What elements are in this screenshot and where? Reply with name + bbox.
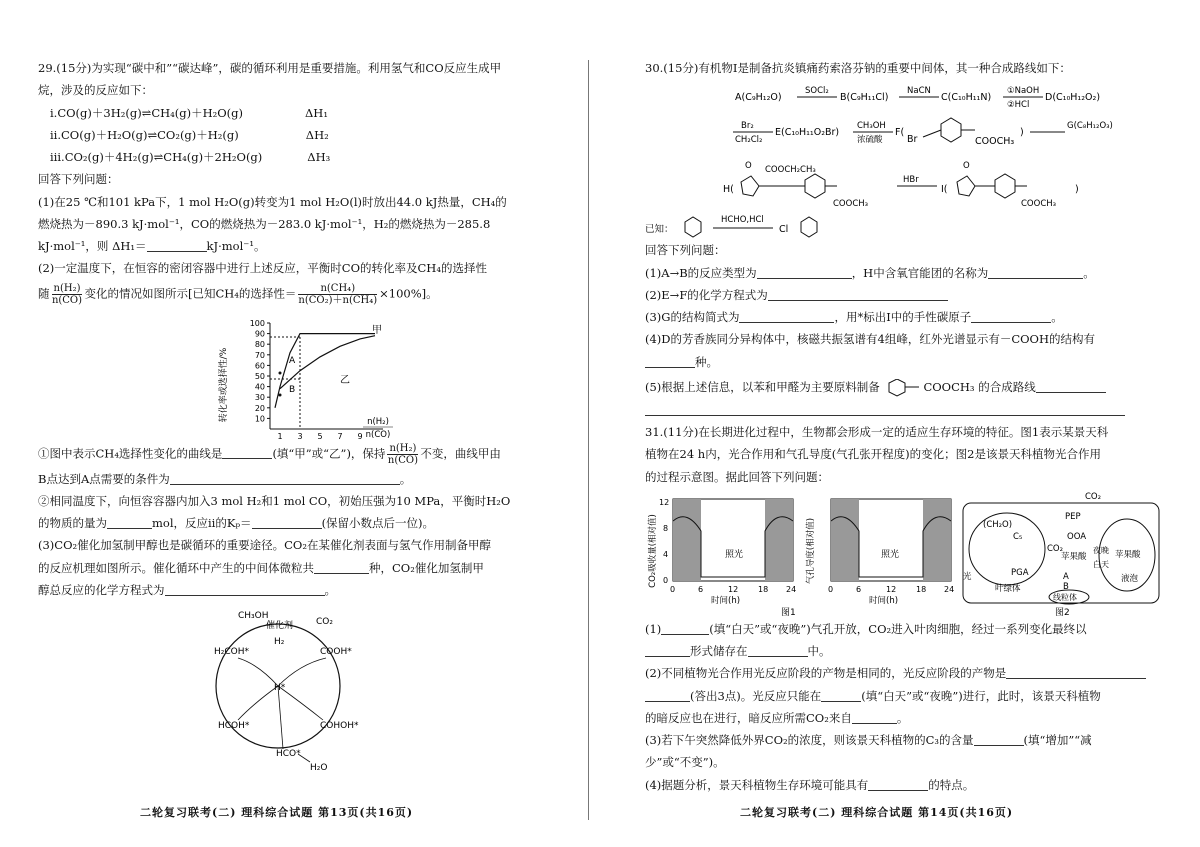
fig2-caption: 图2 xyxy=(1055,607,1070,618)
q31-2-line2: (答出3点)。光反应只能在 (填“白天”或“夜晚”)进行，此时，该景天科植物 xyxy=(645,688,1160,705)
h2o-label: H₂O xyxy=(310,763,328,773)
hco-label: HCO* xyxy=(276,749,301,759)
answer-blank[interactable] xyxy=(170,472,400,485)
q31-1-line2: 形式储存在 中。 xyxy=(645,643,1160,660)
answer-blank[interactable] xyxy=(739,310,834,323)
q29-2-1-line2: B点达到A点需要的条件为 。 xyxy=(38,471,412,486)
fig2-pep: PEP xyxy=(1065,511,1081,522)
answer-blank[interactable] xyxy=(757,266,852,279)
svg-text:0: 0 xyxy=(670,584,676,594)
y-tick-label: 80 xyxy=(254,339,265,349)
fig2-light: 光 xyxy=(963,571,972,582)
fig2-pga: PGA xyxy=(1011,567,1029,578)
q29-1-line3: kJ·mol⁻¹，则 ΔH₁＝ kJ·mol⁻¹。 xyxy=(38,239,266,253)
graph-y-ticks xyxy=(250,319,270,423)
ketone-o: O xyxy=(745,161,752,172)
q30-4-line1: (4)D的芳香族同分异构体中，核磁共振氢谱有4组峰，红外光谱显示有－COOH的结构有 xyxy=(645,332,1096,347)
svg-text:6: 6 xyxy=(698,584,704,594)
x-tick-label: 7 xyxy=(337,431,343,441)
footer-left: 二轮复习联考(二) 理科综合试题 第13页(共16页) xyxy=(140,806,414,819)
q29-3-line2: 的反应机理如图所示。催化循环中产生的中间体微粒共 种，CO₂催化加氢制甲 xyxy=(38,560,484,575)
fig2-chloroplast: 叶绿体 xyxy=(995,583,1021,594)
fig1-yticks-1 xyxy=(659,498,669,585)
q29-2-2-line1: ②相同温度下，向恒容容器内加入3 mol H₂和1 mol CO，初始压强为10 MPa，平衡时H₂O xyxy=(38,493,511,508)
h-ester: COOCH₂CH₃ xyxy=(765,165,816,176)
cyclopentanone-ring xyxy=(957,176,975,196)
q31-3-line1: (3)若下午突然降低外界CO₂的浓度，则该景天科植物的C₃的含量 (填“增加”“减 xyxy=(645,733,1092,747)
q31-intro-2: 植物在24 h内，光合作用和气孔导度(气孔张开程度)的变化；图2是该景天科植物光合作用 xyxy=(645,447,1101,462)
fig2-ch2o: (CH₂O) xyxy=(983,519,1013,530)
answer-blank[interactable] xyxy=(645,403,1125,416)
y-tick-label: 90 xyxy=(254,329,265,339)
q30-answer-prompt: 回答下列问题： xyxy=(645,243,726,258)
fig2-day: 白天 xyxy=(1093,559,1109,569)
dark-region xyxy=(765,499,793,581)
fig1-light-label-2: 照光 xyxy=(881,549,900,560)
y-tick-label: 20 xyxy=(254,403,265,413)
benzene-ring xyxy=(801,217,817,237)
svg-text:4: 4 xyxy=(663,549,669,559)
x-tick-label: 3 xyxy=(297,431,303,441)
fig2-b: B xyxy=(1063,581,1069,592)
y-tick-label: 100 xyxy=(249,318,265,328)
fig2 xyxy=(963,492,1159,618)
fig2-c5: C₅ xyxy=(1013,531,1023,542)
benzene-ring xyxy=(805,174,825,198)
hstar-label: H* xyxy=(274,683,286,693)
point-b-label: B xyxy=(289,384,296,395)
svg-text:18: 18 xyxy=(758,584,769,594)
biology-figures xyxy=(645,491,1165,621)
answer-blank[interactable] xyxy=(971,310,1051,323)
reagent-ch2cl2: CH₂Cl₂ xyxy=(735,135,763,146)
q29-2-line1: (2)一定温度下，在恒容的密闭容器中进行上述反应，平衡时CO的转化率及CH₄的选择性 xyxy=(38,261,487,276)
answer-blank[interactable] xyxy=(107,516,152,529)
benzene-ring xyxy=(941,118,961,142)
left-page xyxy=(0,0,590,847)
y-tick-label: 50 xyxy=(254,371,265,381)
q31-intro-3: 的过程示意图。据此回答下列问题： xyxy=(645,469,829,484)
reagent-h2so4: 浓硫酸 xyxy=(857,135,883,146)
hcoh-label: HCOH* xyxy=(218,721,250,731)
answer-blank[interactable] xyxy=(1036,380,1106,393)
q31-4: (4)据题分析，景天科植物生存环境可能具有 的特点。 xyxy=(645,777,975,792)
fig2-a: A xyxy=(1063,571,1069,582)
answer-blank[interactable] xyxy=(1006,666,1146,679)
fig2-night: 夜晚 xyxy=(1093,545,1109,555)
fig1-xlabel-2: 时间(h) xyxy=(869,595,899,606)
compound-h-open: H( xyxy=(723,184,734,196)
fig1-ylabel-2: 气孔导度(相对值) xyxy=(806,517,816,584)
reagent-hcho: HCHO,HCl xyxy=(721,215,764,226)
y-tick-label: 30 xyxy=(254,392,265,402)
answer-blank[interactable] xyxy=(988,266,1083,279)
fig2-vacuole: 液泡 xyxy=(1121,573,1139,584)
y-tick-label: 10 xyxy=(254,413,265,423)
compound-i-open: I( xyxy=(941,184,948,196)
q29-3-line1: (3)CO₂催化加氢制甲醇也是碳循环的重要途径。CO₂在某催化剂表面与氢气作用制备甲醇 xyxy=(38,538,491,553)
point-b xyxy=(279,393,282,396)
page-divider xyxy=(588,60,589,820)
target-benzene-icon xyxy=(883,379,923,397)
co2-label: CO₂ xyxy=(316,617,333,627)
reaction-3: ⅲ.CO₂(g)＋4H₂(g)⇌CH₄(g)＋2H₂O(g) ΔH₃ xyxy=(50,150,331,164)
q30-2: (2)E→F的化学方程式为 xyxy=(645,287,1160,304)
answer-blank[interactable] xyxy=(748,644,808,657)
fig2-co2: CO₂ xyxy=(1047,543,1064,554)
fig2-co2-top: CO₂ xyxy=(1085,491,1102,502)
answer-blank[interactable] xyxy=(645,689,690,702)
reagent-naoh: ①NaOH xyxy=(1007,86,1040,97)
q31-2-line3: 的暗反应也在进行，暗反应所需CO₂来自 。 xyxy=(645,710,909,725)
q29-1-line1: (1)在25 ℃和101 kPa下，1 mol H₂O(g)转变为1 mol H₂O(l)时放出44.0 kJ热量，CH₄的 xyxy=(38,194,507,209)
q30-4-line2: 种。 xyxy=(645,354,1160,371)
answer-blank[interactable] xyxy=(147,239,207,252)
reagent-hcl: ②HCl xyxy=(1007,100,1030,111)
q31-intro-1: 31.(11分)在长期进化过程中，生物都会形成一定的适应生存环境的特征。图1表示某景天科 xyxy=(645,425,1109,439)
compound-i-close: ) xyxy=(1075,184,1079,196)
graph-x-ticks xyxy=(277,432,362,441)
q31-2-line1: (2)不同植物光合作用光反应阶段的产物是相同的，光反应阶段的产物是 xyxy=(645,665,1160,682)
reagent-g: G(C₈H₁₂O₃) xyxy=(1067,121,1113,132)
svg-text:24: 24 xyxy=(786,584,797,594)
label-yi: 乙 xyxy=(340,374,350,386)
fig1-right-panel xyxy=(781,499,954,618)
benzene-ring xyxy=(685,217,701,237)
footer-right: 二轮复习联考(二) 理科综合试题 第14页(共16页) xyxy=(740,806,1014,819)
q29-2-2-line2: 的物质的量为 mol，反应ⅱ的Kₚ＝ (保留小数点后一位)。 xyxy=(38,516,435,530)
svg-text:0: 0 xyxy=(828,584,834,594)
fig2-ooa: OOA xyxy=(1067,531,1087,542)
q29-intro-2: 烷，涉及的反应如下： xyxy=(38,83,153,98)
reagent-br2: Br₂ xyxy=(741,121,754,132)
cyclopentanone-ring xyxy=(741,176,759,196)
x-tick-label: 9 xyxy=(357,431,363,441)
h2coh-label: H₂COH* xyxy=(214,647,250,657)
answer-blank[interactable] xyxy=(821,689,861,702)
q29-intro: 29.(15分)为实现“碳中和”“碳达峰”，碳的循环利用是重要措施。利用氢气和CO反应生成甲 xyxy=(38,61,502,75)
f-br: Br xyxy=(907,134,918,146)
answer-blank[interactable] xyxy=(974,733,1024,746)
answer-blank[interactable] xyxy=(645,644,690,657)
q31-3-line2: 少”或“不变”)。 xyxy=(645,755,725,770)
x-tick-label: 1 xyxy=(277,431,283,441)
reaction-2: ⅱ.CO(g)＋H₂O(g)⇌CO₂(g)＋H₂(g) ΔH₂ xyxy=(50,127,329,142)
i-cooch3: COOCH₃ xyxy=(1021,199,1057,210)
compound-f-open: F( xyxy=(895,127,905,139)
answer-blank[interactable] xyxy=(661,622,709,635)
answer-prompt: 回答下列问题： xyxy=(38,172,119,187)
graph-ylabel: 转化率或选择性/% xyxy=(219,347,229,422)
mechanism-arrows xyxy=(238,658,326,762)
h2-label: H₂ xyxy=(274,637,285,647)
bond xyxy=(923,130,941,137)
selectivity-fraction: $\frac{\text{n(CH₄)}}{\text{n(CO₂)＋n(CH₄)}}$ xyxy=(298,282,378,306)
q30-3: (3)G的结构简式为 ，用*标出Ⅰ中的手性碳原子 。 xyxy=(645,310,1063,324)
point-a xyxy=(279,371,282,374)
fig1-caption: 图1 xyxy=(781,607,796,618)
compound-a: A(C₉H₁₂O) xyxy=(735,92,782,104)
right-page xyxy=(605,0,1200,847)
fig1-light-label-1: 照光 xyxy=(725,549,744,560)
conversion-graph xyxy=(38,311,598,441)
answer-blank[interactable] xyxy=(645,355,695,368)
compound-b: B(C₉H₁₁Cl) xyxy=(840,92,889,104)
q30-intro: 30.(15分)有机物Ⅰ是制备抗炎镇痛药索洛芬钠的重要中间体，其一种合成路线如下： xyxy=(645,61,1071,75)
cooh-label: COOH* xyxy=(320,647,352,657)
svg-text:6: 6 xyxy=(856,584,862,594)
known-label: 已知： xyxy=(645,224,674,236)
compound-d: D(C₁₀H₁₂O₂) xyxy=(1045,92,1101,104)
answer-blank[interactable] xyxy=(868,778,928,791)
svg-text:18: 18 xyxy=(916,584,927,594)
q29-1-line2: 燃烧热为－890.3 kJ·mol⁻¹，CO的燃烧热为－283.0 kJ·mol⁻¹，H₂的燃烧热为－285.8 xyxy=(38,216,491,231)
f-cooch3: COOCH₃ xyxy=(975,136,1015,148)
dark-region xyxy=(673,499,701,581)
q30-1: (1)A→B的反应类型为 ，H中含氧官能团的名称为 。 xyxy=(645,265,1095,280)
dark-region xyxy=(831,499,859,581)
benzene-ring xyxy=(995,174,1015,198)
answer-blank[interactable] xyxy=(165,583,325,596)
fig1-left-panel xyxy=(647,498,796,606)
reagent-hbr: HBr xyxy=(903,175,919,186)
cohoh-label: COHOH* xyxy=(320,721,359,731)
answer-blank[interactable] xyxy=(852,711,897,724)
catalyst-label: 催化剂 xyxy=(266,621,294,631)
answer-blank[interactable] xyxy=(222,446,272,459)
q31-1-line1: (1) (填“白天”或“夜晚”)气孔开放，CO₂进入叶肉细胞，经过一系列变化最终以 xyxy=(645,621,1087,636)
svg-text:0: 0 xyxy=(663,575,669,585)
svg-text:n(H₂): n(H₂) xyxy=(367,416,389,427)
svg-text:24: 24 xyxy=(944,584,955,594)
y-tick-label: 60 xyxy=(254,360,265,370)
q30-5-line1: (5)根据上述信息，以苯和甲醛为主要原料制备 COOCH₃ 的合成路线 xyxy=(645,379,1160,397)
compound-e: E(C₁₀H₁₁O₂Br) xyxy=(775,127,840,139)
fig2-mito: 线粒体 xyxy=(1053,592,1077,602)
answer-blank[interactable] xyxy=(314,561,369,574)
fig1-xlabel-1: 时间(h) xyxy=(711,595,741,606)
svg-text:n(CO): n(CO) xyxy=(365,429,391,440)
svg-text:12: 12 xyxy=(728,584,739,594)
synthesis-route xyxy=(645,82,1165,242)
reagent-nacn: NaCN xyxy=(907,86,931,97)
label-jia: 甲 xyxy=(372,324,382,336)
svg-text:8: 8 xyxy=(663,523,669,533)
mechanism-diagram xyxy=(38,604,578,779)
answer-blank[interactable] xyxy=(252,516,322,529)
curve-jia xyxy=(275,333,375,407)
compound-c: C(C₁₀H₁₁N) xyxy=(941,92,992,104)
h-cooch3: COOCH₃ xyxy=(833,199,869,210)
compound-f-close: ) xyxy=(1020,127,1024,139)
known-cl: Cl xyxy=(779,224,789,236)
fig1-ylabel-1: CO₂吸收量(相对值) xyxy=(648,513,658,588)
q29-2-1-line1: ①图中表示CH₄选择性变化的曲线是 (填“甲”或“乙”)，保持 $\frac{\text{n(H₂)}}{n(CO)}$ 不变，曲线甲由 xyxy=(38,442,501,466)
y-tick-label: 70 xyxy=(254,350,265,360)
reagent-ch3oh: CH₃OH xyxy=(857,121,886,132)
fig1-xticks-2 xyxy=(828,585,954,594)
dark-region xyxy=(923,499,951,581)
ratio-fraction: $\frac{\text{n(H₂)}}{n(CO)}$ xyxy=(51,282,83,306)
q29-2-line2: 随 $\frac{\text{n(H₂)}}{n(CO)}$ 变化的情况如图所示[已知CH₄的选择性＝ $\frac{\text{n(CH₄)}}{\text{n(CO₂)＋n(CH₄)}}$ ×100%]。 xyxy=(38,282,438,306)
reaction-1: ⅰ.CO(g)＋3H₂(g)⇌CH₄(g)＋H₂O(g) ΔH₁ xyxy=(50,105,328,120)
fig2-malic: 苹果酸 xyxy=(1061,551,1087,562)
svg-text:12: 12 xyxy=(886,584,897,594)
fig1-xticks-1 xyxy=(670,585,796,594)
q30-5-line2 xyxy=(645,402,1160,419)
x-tick-label: 5 xyxy=(317,431,323,441)
y-tick-label: 40 xyxy=(254,382,265,392)
q29-3-line3: 醇总反应的化学方程式为 。 xyxy=(38,582,336,597)
point-a-label: A xyxy=(289,355,296,366)
ketone-o: O xyxy=(963,161,970,172)
ch3oh-label: CH₃OH xyxy=(238,611,269,621)
reagent-socl2: SOCl₂ xyxy=(805,86,829,97)
svg-text:12: 12 xyxy=(659,497,670,507)
fig2-malic-vacuole: 苹果酸 xyxy=(1115,549,1141,560)
answer-blank[interactable] xyxy=(768,288,948,301)
